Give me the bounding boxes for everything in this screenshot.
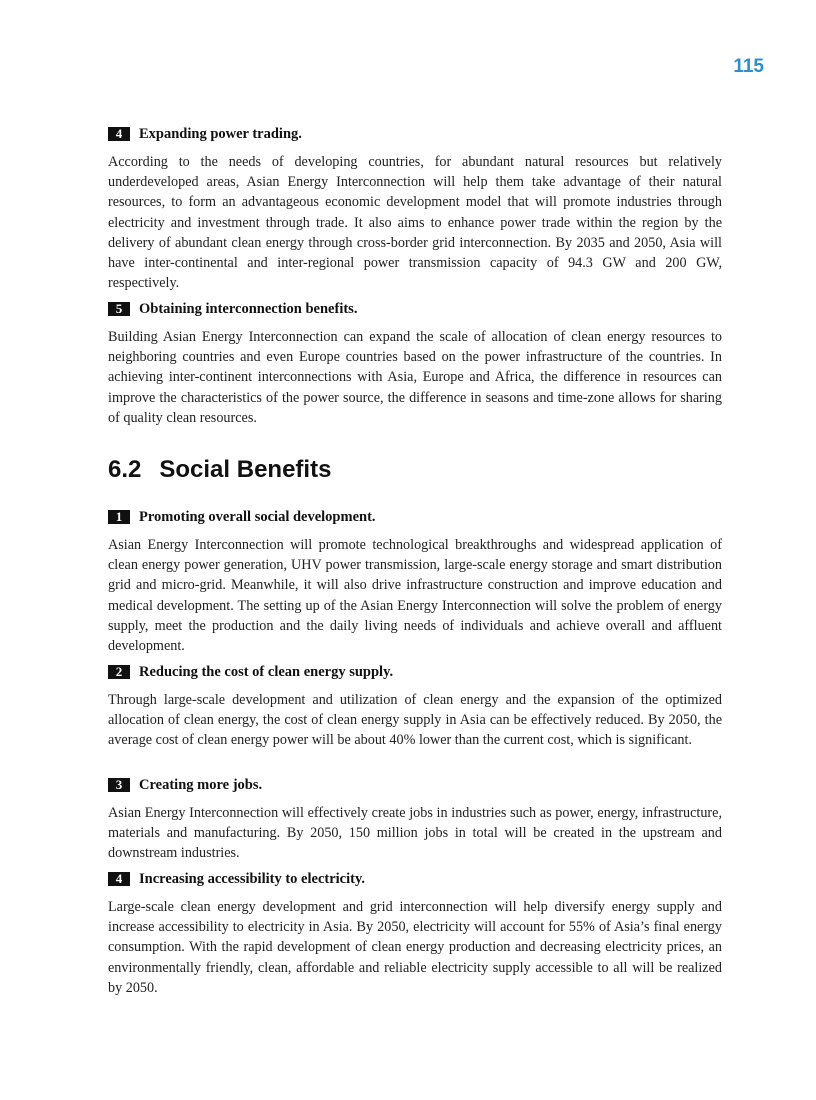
section-heading	[108, 775, 722, 795]
heading-text: Expanding power trading.	[139, 126, 302, 142]
section-heading	[108, 507, 722, 527]
section-number-badge: 4	[108, 127, 130, 141]
heading-text: Reducing the cost of clean energy supply.	[139, 664, 394, 680]
section-number-badge: 4	[108, 872, 130, 886]
paragraph: Through large-scale development and utilization of clean energy and the expansion of the optimized allocation of clean energy, the cost of clean energy supply in Asia can be effectively reduced. By 2050, the average cost of clean energy power will be about 40% lower than the current cost, which is significant.	[108, 692, 722, 749]
section-heading	[108, 124, 722, 144]
section-heading	[108, 869, 722, 889]
section-heading	[108, 662, 722, 682]
section-number-badge: 3	[108, 778, 130, 792]
page-number: 115	[733, 56, 764, 77]
paragraph: According to the needs of developing countries, for abundant natural resources but relatively underdeveloped areas, Asian Energy Interconnection will help them take advantage of their natural resources, to form an advantageous economic development model that will promote industries through electricity and investment through trade. It also aims to enhance power trade within the region by the delivery of abundant clean energy through cross-border grid interconnection. By 2035 and 2050, Asia will have inter-continental and inter-regional power transmission capacity of 94.3 GW and 200 GW, respectively.	[108, 154, 722, 292]
section-creating-jobs	[108, 775, 722, 864]
chapter-title-text: Social Benefits	[159, 456, 332, 483]
section-number-badge: 5	[108, 302, 130, 316]
chapter-title	[108, 456, 331, 484]
paragraph: Building Asian Energy Interconnection can expand the scale of allocation of clean energy resources to neighboring countries and even Europe countries based on the power infrastructure of the countries. In achieving inter-continent interconnections with Asia, Europe and Africa, the difference in resources can improve the characteristics of the power source, the difference in seasons and time-zone allows for sharing of quality clean resources.	[108, 329, 722, 426]
section-social-development	[108, 507, 722, 656]
heading-text: Promoting overall social development.	[139, 509, 376, 525]
paragraph: Asian Energy Interconnection will promote technological breakthroughs and widespread application of clean energy power generation, UHV power transmission, large-scale energy storage and smart distribution grid and micro-grid. Meanwhile, it will also drive infrastructure construction and improve education and medical development. The setting up of the Asian Energy Interconnection will solve the problem of energy supply, meet the production and the daily living needs of individuals and achieve overall and affluent development.	[108, 537, 722, 655]
section-interconnection-benefits	[108, 299, 722, 428]
heading-text: Creating more jobs.	[139, 777, 263, 793]
paragraph: Large-scale clean energy development and grid interconnection will help diversify energy supply and increase accessibility to electricity in Asia. By 2050, electricity will account for 55% of Asia’s final energy consumption. With the rapid development of clean energy production and decreasing electricity prices, an environmentally friendly, clean, affordable and reliable electricity supply accessible to all will be realized by 2050.	[108, 899, 722, 996]
section-electricity-access	[108, 869, 722, 998]
section-expanding-power-trading	[108, 124, 722, 293]
heading-text: Increasing accessibility to electricity.	[139, 871, 366, 887]
section-number-badge: 2	[108, 665, 130, 679]
chapter-number: 6.2	[108, 456, 142, 483]
section-reducing-cost	[108, 662, 722, 751]
paragraph: Asian Energy Interconnection will effectively create jobs in industries such as power, energy, infrastructure, materials and manufacturing. By 2050, 150 million jobs in total will be created in the upstream and downstream industries.	[108, 805, 722, 862]
section-number-badge: 1	[108, 510, 130, 524]
section-heading	[108, 299, 722, 319]
heading-text: Obtaining interconnection benefits.	[139, 301, 358, 317]
